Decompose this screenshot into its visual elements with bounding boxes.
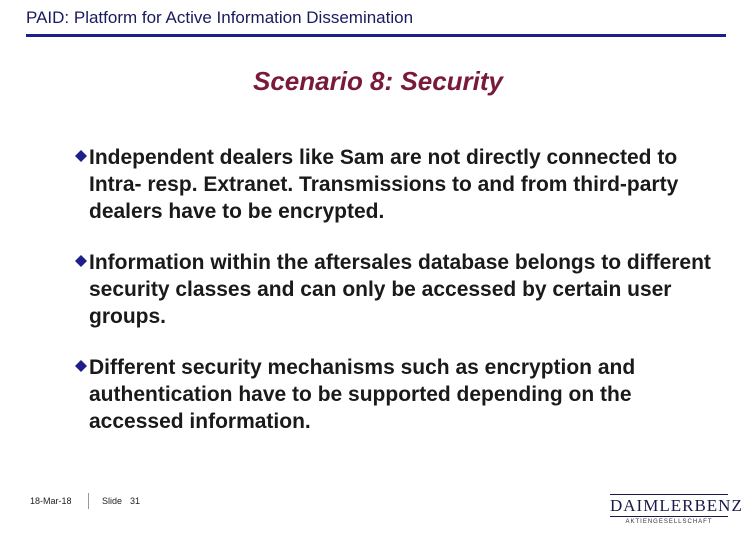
company-logo [610, 494, 743, 534]
slide-title: Scenario 8: Security [253, 66, 503, 96]
bullet-item [72, 144, 712, 225]
bullet-item [72, 249, 712, 330]
footer-slide-number: 31 [130, 496, 141, 506]
bullet-item [72, 354, 712, 435]
footer-divider [88, 493, 89, 509]
bullet-list [72, 144, 712, 459]
diamond-bullet-icon [75, 255, 87, 267]
footer-date: 18-Mar-18 [30, 496, 72, 506]
header-divider [26, 34, 726, 37]
bullet-text: Different security mechanisms such as encryption and authentication have to be supported depending on the accessed information. [89, 356, 636, 433]
bullet-text: Independent dealers like Sam are not directly connected to Intra- resp. Extranet. Transmissions to and from third-party dealers have to be encrypted. [89, 146, 679, 223]
presentation-title: PAID: Platform for Active Information Dissemination [26, 8, 414, 27]
bullet-text: Information within the aftersales database belongs to different security classes and can only be accessed by certain user groups. [89, 251, 711, 328]
footer-slide-label: Slide [102, 496, 123, 506]
logo-subtitle: AKTIENGESELLSCHAFT [625, 519, 713, 525]
diamond-bullet-icon [75, 360, 87, 372]
diamond-bullet-icon [75, 150, 87, 162]
logo-name: DAIMLERBENZ [610, 496, 743, 515]
